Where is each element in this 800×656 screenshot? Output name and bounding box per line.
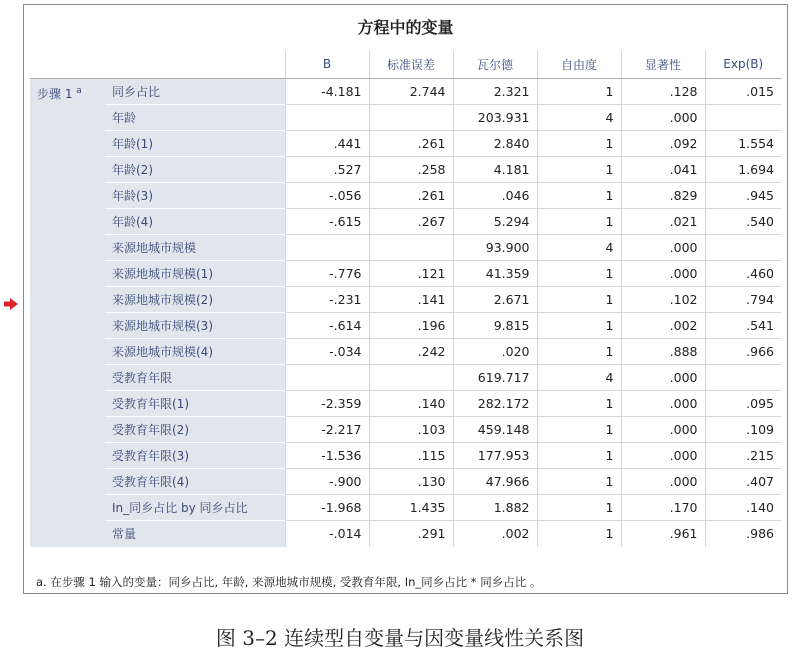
value-cell bbox=[369, 235, 453, 261]
value-cell: .441 bbox=[285, 131, 369, 157]
column-header-std-error: 标准误差 bbox=[369, 50, 453, 79]
value-cell: .000 bbox=[621, 417, 705, 443]
value-cell: 93.900 bbox=[453, 235, 537, 261]
table-row bbox=[30, 391, 781, 417]
value-cell: .095 bbox=[705, 391, 781, 417]
value-cell: 41.359 bbox=[453, 261, 537, 287]
value-cell: -.034 bbox=[285, 339, 369, 365]
header-blank bbox=[30, 50, 105, 79]
variable-name: 年龄(3) bbox=[105, 183, 285, 209]
value-cell: .000 bbox=[621, 469, 705, 495]
value-cell: 1 bbox=[537, 183, 621, 209]
value-cell: 1 bbox=[537, 443, 621, 469]
header-row bbox=[30, 50, 781, 79]
value-cell: .888 bbox=[621, 339, 705, 365]
value-cell: .945 bbox=[705, 183, 781, 209]
table-row bbox=[30, 443, 781, 469]
figure-caption: 图 3–2 连续型自变量与因变量线性关系图 bbox=[215, 626, 585, 650]
variable-name: In_同乡占比 by 同乡占比 bbox=[105, 495, 285, 521]
value-cell: 1 bbox=[537, 391, 621, 417]
value-cell: 177.953 bbox=[453, 443, 537, 469]
variable-name: 常量 bbox=[105, 521, 285, 547]
value-cell: .291 bbox=[369, 521, 453, 547]
variable-name: 来源地城市规模(2) bbox=[105, 287, 285, 313]
value-cell: .541 bbox=[705, 313, 781, 339]
table-row bbox=[30, 339, 781, 365]
value-cell: 2.321 bbox=[453, 79, 537, 105]
value-cell: .267 bbox=[369, 209, 453, 235]
value-cell: 282.172 bbox=[453, 391, 537, 417]
value-cell: -.056 bbox=[285, 183, 369, 209]
value-cell: .000 bbox=[621, 391, 705, 417]
value-cell: .170 bbox=[621, 495, 705, 521]
value-cell: .794 bbox=[705, 287, 781, 313]
value-cell: 1 bbox=[537, 417, 621, 443]
value-cell: .102 bbox=[621, 287, 705, 313]
value-cell: 1 bbox=[537, 261, 621, 287]
value-cell: 4 bbox=[537, 105, 621, 131]
value-cell: .021 bbox=[621, 209, 705, 235]
value-cell: .121 bbox=[369, 261, 453, 287]
value-cell: 1 bbox=[537, 79, 621, 105]
value-cell: 1.554 bbox=[705, 131, 781, 157]
value-cell: 1 bbox=[537, 131, 621, 157]
variable-name: 年龄(4) bbox=[105, 209, 285, 235]
value-cell: 619.717 bbox=[453, 365, 537, 391]
value-cell: .986 bbox=[705, 521, 781, 547]
value-cell: 1 bbox=[537, 495, 621, 521]
column-header-wald: 瓦尔德 bbox=[453, 50, 537, 79]
table-row bbox=[30, 469, 781, 495]
value-cell: .141 bbox=[369, 287, 453, 313]
value-cell: 1.882 bbox=[453, 495, 537, 521]
table-title: 方程中的变量 bbox=[357, 18, 454, 37]
value-cell: .261 bbox=[369, 183, 453, 209]
table-body bbox=[30, 79, 781, 547]
value-cell: 1 bbox=[537, 287, 621, 313]
value-cell: -2.359 bbox=[285, 391, 369, 417]
table-row bbox=[30, 79, 781, 105]
value-cell: -4.181 bbox=[285, 79, 369, 105]
value-cell: 1 bbox=[537, 209, 621, 235]
value-cell: 1 bbox=[537, 313, 621, 339]
value-cell: -1.536 bbox=[285, 443, 369, 469]
value-cell: .103 bbox=[369, 417, 453, 443]
variable-name: 年龄(1) bbox=[105, 131, 285, 157]
value-cell: 4 bbox=[537, 235, 621, 261]
table-row bbox=[30, 235, 781, 261]
value-cell: -.231 bbox=[285, 287, 369, 313]
variable-name: 来源地城市规模(3) bbox=[105, 313, 285, 339]
value-cell: 203.931 bbox=[453, 105, 537, 131]
value-cell: 459.148 bbox=[453, 417, 537, 443]
variables-table bbox=[30, 50, 781, 547]
value-cell: .215 bbox=[705, 443, 781, 469]
value-cell: 47.966 bbox=[453, 469, 537, 495]
variable-name: 受教育年限 bbox=[105, 365, 285, 391]
value-cell: 1 bbox=[537, 339, 621, 365]
row-marker-arrow-icon bbox=[4, 295, 18, 314]
value-cell bbox=[285, 235, 369, 261]
value-cell: -.615 bbox=[285, 209, 369, 235]
value-cell: .961 bbox=[621, 521, 705, 547]
step-label bbox=[30, 79, 105, 547]
value-cell: .092 bbox=[621, 131, 705, 157]
variable-name: 年龄(2) bbox=[105, 157, 285, 183]
value-cell: .041 bbox=[621, 157, 705, 183]
table-row bbox=[30, 131, 781, 157]
value-cell: .000 bbox=[621, 443, 705, 469]
value-cell: 4.181 bbox=[453, 157, 537, 183]
value-cell: 1 bbox=[537, 469, 621, 495]
column-header-exp-b: Exp(B) bbox=[705, 50, 781, 79]
table-row bbox=[30, 365, 781, 391]
value-cell: .407 bbox=[705, 469, 781, 495]
value-cell: .000 bbox=[621, 261, 705, 287]
value-cell bbox=[369, 105, 453, 131]
value-cell: .109 bbox=[705, 417, 781, 443]
variable-name: 受教育年限(2) bbox=[105, 417, 285, 443]
value-cell: .460 bbox=[705, 261, 781, 287]
value-cell: .000 bbox=[621, 365, 705, 391]
column-header-significance: 显著性 bbox=[621, 50, 705, 79]
value-cell: .002 bbox=[621, 313, 705, 339]
table-row bbox=[30, 417, 781, 443]
value-cell: .966 bbox=[705, 339, 781, 365]
value-cell: .258 bbox=[369, 157, 453, 183]
value-cell: 2.671 bbox=[453, 287, 537, 313]
results-table-frame bbox=[23, 4, 788, 594]
value-cell: -.014 bbox=[285, 521, 369, 547]
value-cell: .020 bbox=[453, 339, 537, 365]
value-cell bbox=[285, 365, 369, 391]
variable-name: 同乡占比 bbox=[105, 79, 285, 105]
header-blank bbox=[105, 50, 285, 79]
variable-name: 受教育年限(1) bbox=[105, 391, 285, 417]
value-cell: 1.694 bbox=[705, 157, 781, 183]
value-cell: 1.435 bbox=[369, 495, 453, 521]
value-cell: .140 bbox=[369, 391, 453, 417]
table-row bbox=[30, 157, 781, 183]
variable-name: 来源地城市规模 bbox=[105, 235, 285, 261]
value-cell: .196 bbox=[369, 313, 453, 339]
value-cell: -2.217 bbox=[285, 417, 369, 443]
variable-name: 来源地城市规模(1) bbox=[105, 261, 285, 287]
table-row bbox=[30, 521, 781, 547]
value-cell: .046 bbox=[453, 183, 537, 209]
table-footnote: a. 在步骤 1 输入的变量：同乡占比, 年龄, 来源地城市规模, 受教育年限, In_同乡占比 * 同乡占比 。 bbox=[36, 575, 542, 589]
value-cell: .000 bbox=[621, 105, 705, 131]
variable-name: 年龄 bbox=[105, 105, 285, 131]
table-row bbox=[30, 209, 781, 235]
value-cell bbox=[705, 365, 781, 391]
value-cell: -.614 bbox=[285, 313, 369, 339]
value-cell: .115 bbox=[369, 443, 453, 469]
value-cell: -.776 bbox=[285, 261, 369, 287]
column-header-b: B bbox=[285, 50, 369, 79]
value-cell: .130 bbox=[369, 469, 453, 495]
table-row bbox=[30, 287, 781, 313]
column-header-df: 自由度 bbox=[537, 50, 621, 79]
value-cell: .527 bbox=[285, 157, 369, 183]
value-cell: .015 bbox=[705, 79, 781, 105]
step-label-text: 步骤 1 bbox=[37, 87, 73, 101]
value-cell: .002 bbox=[453, 521, 537, 547]
value-cell: -.900 bbox=[285, 469, 369, 495]
variable-name: 受教育年限(4) bbox=[105, 469, 285, 495]
value-cell: .242 bbox=[369, 339, 453, 365]
value-cell: 9.815 bbox=[453, 313, 537, 339]
value-cell: .000 bbox=[621, 235, 705, 261]
table-row bbox=[30, 105, 781, 131]
value-cell: .540 bbox=[705, 209, 781, 235]
value-cell: 5.294 bbox=[453, 209, 537, 235]
table-row bbox=[30, 495, 781, 521]
value-cell: .140 bbox=[705, 495, 781, 521]
value-cell bbox=[705, 235, 781, 261]
value-cell bbox=[705, 105, 781, 131]
value-cell: 2.744 bbox=[369, 79, 453, 105]
value-cell bbox=[369, 365, 453, 391]
table-row bbox=[30, 183, 781, 209]
value-cell: -1.968 bbox=[285, 495, 369, 521]
step-footnote-mark: a bbox=[76, 86, 82, 96]
value-cell bbox=[285, 105, 369, 131]
value-cell: .128 bbox=[621, 79, 705, 105]
value-cell: 2.840 bbox=[453, 131, 537, 157]
value-cell: .829 bbox=[621, 183, 705, 209]
variable-name: 受教育年限(3) bbox=[105, 443, 285, 469]
value-cell: .261 bbox=[369, 131, 453, 157]
table-row bbox=[30, 261, 781, 287]
variable-name: 来源地城市规模(4) bbox=[105, 339, 285, 365]
value-cell: 1 bbox=[537, 157, 621, 183]
value-cell: 1 bbox=[537, 521, 621, 547]
value-cell: 4 bbox=[537, 365, 621, 391]
table-row bbox=[30, 313, 781, 339]
